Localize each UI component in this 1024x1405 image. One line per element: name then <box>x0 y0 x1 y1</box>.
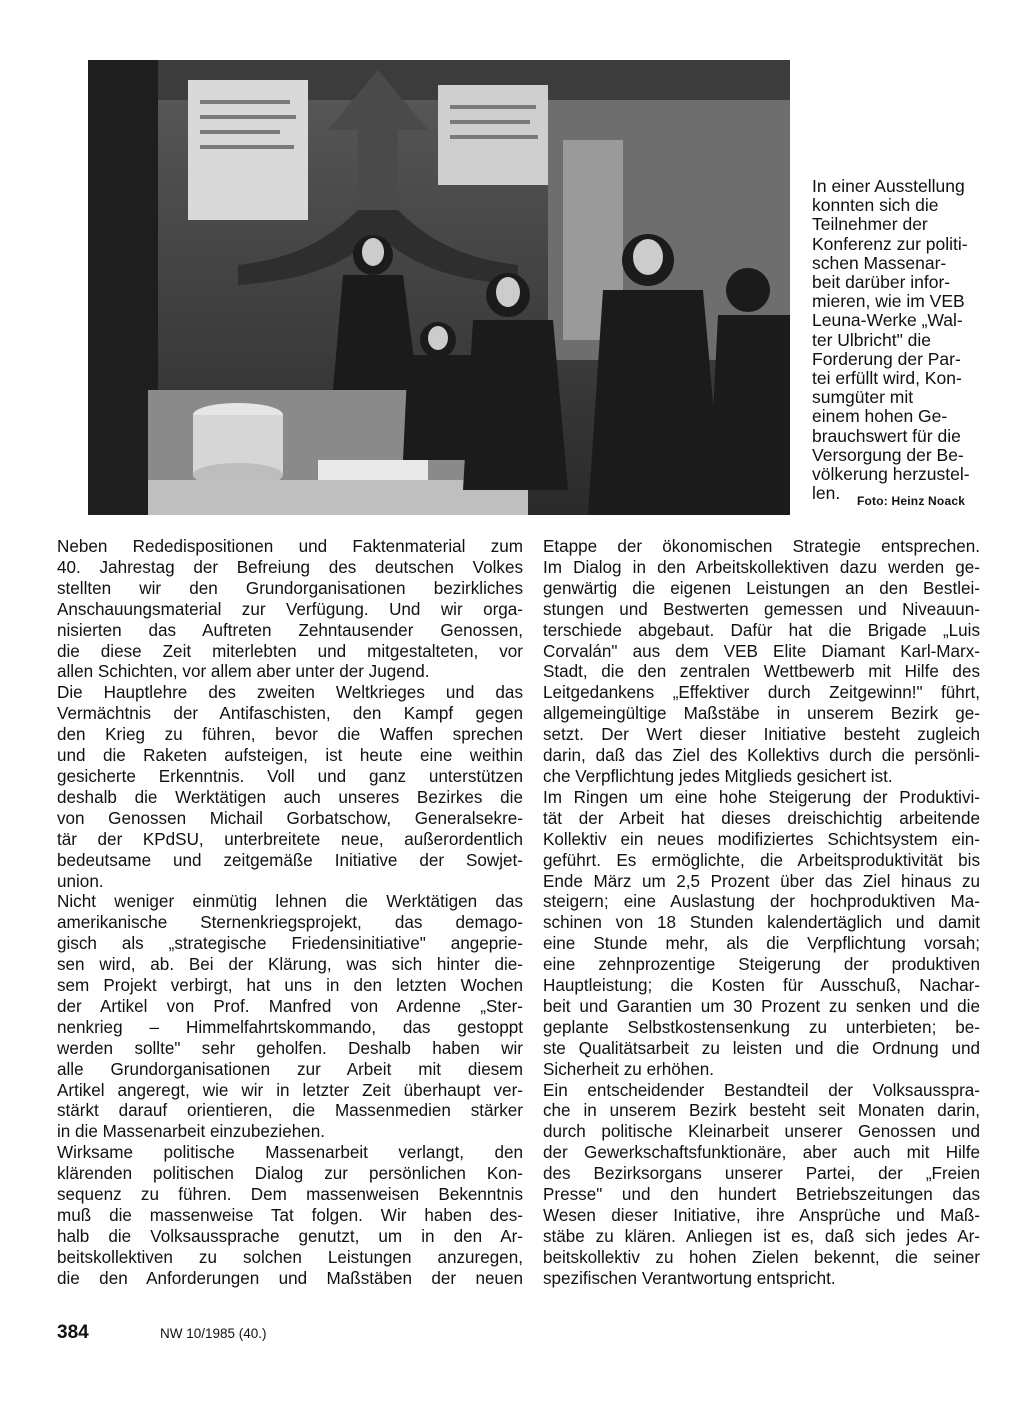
text-line: sequenz zu führen. Dem massenweisen Bekenntnis <box>57 1185 523 1205</box>
text-line: geplante Selbstkostensenkung zu unterbieten; be- <box>543 1017 980 1037</box>
text-line: Anschauungsmaterial zur Verfügung. Und wir orga- <box>57 599 523 619</box>
text-line: Die Hauptlehre des zweiten Weltkrieges und das <box>57 683 523 703</box>
caption-line: sumgüter mit <box>812 387 914 408</box>
text-line: Etappe der ökonomischen Strategie entsprechen. <box>543 537 980 556</box>
text-line: che Verpflichtung jedes Mitglieds gesichert ist. <box>543 766 893 786</box>
text-line: sem Projekt verbirgt, hat uns in den letzten Wochen <box>57 976 523 996</box>
text-line: des Bezirksorgans unserer Partei, der „Freien <box>543 1164 980 1184</box>
text-line: und die Raketen aufsteigen, ist heute eine weithin <box>57 746 523 766</box>
text-line: tär der KPdSU, unterbreitete neue, außerordentlich <box>57 829 523 849</box>
text-line: durch politische Kleinarbeit unserer Genossen und <box>543 1122 980 1142</box>
text-line: in die Massenarbeit einzubeziehen. <box>57 1122 325 1142</box>
text-line: gesicherte Erkenntnis. Voll und ganz unterstützen <box>57 766 523 786</box>
caption-line: In einer Ausstellung <box>812 176 965 196</box>
text-line: Hauptleistung; die Kosten für Ausschuß, Nachar- <box>543 976 980 996</box>
caption-line: tei erfüllt wird, Kon- <box>812 368 962 389</box>
text-line: stellten wir den Grundorganisationen bezirkliches <box>57 578 523 598</box>
caption-line: konnten sich die <box>812 195 939 216</box>
text-line: genwärtig die eigenen Leistungen an den Bestlei- <box>543 578 980 598</box>
caption-line: Konferenz zur politi- <box>812 233 968 254</box>
text-line: steigern; eine Auslastung der hochproduktiven Ma- <box>543 892 980 912</box>
text-line: allen Schichten, vor allem aber unter der Jugend. <box>57 662 430 682</box>
text-line: Ende März um 2,5 Prozent über das Ziel hinaus zu <box>543 871 980 891</box>
text-line: die diese Zeit miterlebten und mitgestalteten, vor <box>57 641 523 661</box>
text-line: ste Qualitätsarbeit zu leisten und die Ordnung und <box>543 1038 980 1058</box>
caption-line: Versorgung der Be- <box>812 444 964 465</box>
text-line: nisierten das Auftreten Zehntausender Genossen, <box>57 620 523 640</box>
text-line: Wirksame politische Massenarbeit verlangt, den <box>57 1143 523 1163</box>
text-line: beitskollektiv zu hohen Zielen bekennt, die seiner <box>543 1247 980 1267</box>
text-line: spezifischen Verantwortung entspricht. <box>543 1268 836 1288</box>
text-line: 40. Jahrestag der Befreiung des deutschen Volkes <box>57 557 523 577</box>
text-line: setzt. Der Wert dieser Initiative besteht zugleich <box>543 725 980 745</box>
text-line: stungen und Bestwerten gemessen und Niveauun- <box>543 599 980 619</box>
text-line: amerikanische Sternenkriegsprojekt, das demago- <box>57 913 523 933</box>
photo-credit: Foto: Heinz Noack <box>857 494 966 508</box>
text-line: deshalb die Werktätigen auch unseres Bezirkes die <box>57 787 523 807</box>
text-line: Sicherheit zu erhöhen. <box>543 1059 715 1079</box>
caption-line: einem hohen Ge- <box>812 406 948 427</box>
text-line: Neben Rededispositionen und Faktenmaterial zum <box>57 537 523 556</box>
caption-line: brauchswert für die <box>812 425 961 446</box>
photo-caption <box>812 177 994 503</box>
caption-line: schen Massenar- <box>812 252 947 273</box>
text-line: muß die massenweise Tat folgen. Wir haben des- <box>57 1206 523 1225</box>
text-line: sen wird, ab. Bei der Klärung, was sich hinter die- <box>57 955 523 975</box>
text-line: eine Stunde mehr, als die Verpflichtung vorsah; <box>543 934 980 954</box>
text-line: union. <box>57 871 104 891</box>
text-line: darin, daß das Ziel des Kollektivs durch die persönli- <box>543 746 980 766</box>
text-line: Stadt, die den zentralen Wettbewerb mit Hilfe des <box>543 662 980 682</box>
issue-reference: NW 10/1985 (40.) <box>160 1326 267 1341</box>
text-line: Artikel angeregt, wie wir in letzter Zeit überhaupt ver- <box>57 1080 523 1100</box>
text-line: Vermächtnis der Antifaschisten, den Kampf gegen <box>57 704 523 724</box>
text-line: die den Anforderungen und Maßstäben der neuen <box>57 1268 523 1288</box>
text-line: che in unserem Bezirk besteht seit Monaten darin, <box>543 1101 980 1121</box>
text-line: geführt. Es ermöglichte, die Arbeitsproduktivität bis <box>543 850 980 870</box>
text-line: stärkt darauf orientieren, die Massenmedien stärker <box>57 1101 523 1121</box>
article-right-column <box>543 537 980 1290</box>
text-line: beit und Garantien um 30 Prozent zu senken und die <box>543 996 980 1016</box>
text-line: Im Ringen um eine hohe Steigerung der Produktivi- <box>543 787 980 807</box>
caption-line: Forderung der Par- <box>812 348 961 369</box>
text-line: allgemeingültige Maßstäbe in unserem Bezirk ge- <box>543 704 980 724</box>
caption-line: Leuna-Werke „Wal- <box>812 310 963 331</box>
caption-line: mieren, wie im VEB <box>812 291 965 312</box>
text-line: werden sollte" sehr geholfen. Deshalb haben wir <box>57 1038 523 1058</box>
text-line: tät der Arbeit hat dieses dreischichtig arbeitende <box>543 808 980 828</box>
caption-line: Teilnehmer der <box>812 214 928 235</box>
caption-line: ter Ulbricht" die <box>812 329 932 350</box>
text-line: eine zehnprozentige Steigerung der produktiven <box>543 955 980 975</box>
text-line: beitskollektiven zu solchen Leistungen anzuregen, <box>57 1247 523 1267</box>
text-line: Presse" und den hundert Betriebszeitungen das <box>543 1185 980 1205</box>
page-number: 384 <box>57 1322 89 1343</box>
text-line: Leitgedankens „Effektiver durch Zeitgewinn!" führt, <box>543 683 980 703</box>
text-line: alle Grundorganisationen zur Arbeit mit diesem <box>57 1059 523 1079</box>
text-line: Wesen dieser Initiative, ihre Ansprüche und Maß- <box>543 1206 980 1225</box>
text-line: terschiede abgebaut. Dafür hat die Brigade „Luis <box>543 620 980 640</box>
text-line: Ein entscheidender Bestandteil der Volksausspra- <box>543 1080 980 1100</box>
caption-line: völkerung herzustel- <box>812 464 970 485</box>
text-line: bedeutsame und zeitgemäße Initiative der Sowjet- <box>57 850 523 870</box>
text-line: gisch als „strategische Friedensinitiative" angeprie- <box>57 934 523 954</box>
caption-line: beit darüber infor- <box>812 272 951 293</box>
text-line: Corvalán" aus dem VEB Elite Diamant Karl-Marx- <box>543 641 980 661</box>
text-line: nenkrieg – Himmelfahrtskommando, das gestoppt <box>57 1017 523 1037</box>
article-left-column <box>57 537 523 1290</box>
text-line: klärenden politischen Dialog zur persönlichen Kon- <box>57 1164 523 1184</box>
text-line: der Artikel von Prof. Manfred von Ardenne „Ster- <box>57 996 523 1016</box>
page-footer <box>57 1322 457 1346</box>
text-line: der Gewerkschaftsfunktionäre, aber auch mit Hilfe <box>543 1143 980 1163</box>
exhibition-photo-graphic <box>88 60 790 515</box>
text-line: Im Dialog in den Arbeitskollektiven dazu werden ge- <box>543 557 980 577</box>
text-line: schinen von 18 Stunden kalendertäglich und damit <box>543 913 980 933</box>
text-line: halb die Volksaussprache genutzt, um in den Ar- <box>57 1226 523 1246</box>
caption-line: len. <box>812 483 841 504</box>
text-line: von Genossen Michail Gorbatschow, Generalsekre- <box>57 808 523 828</box>
text-line: Kollektiv ein neues modifiziertes Schichtsystem ein- <box>543 829 980 849</box>
text-line: Nicht weniger einmütig lehnen die Werktätigen das <box>57 892 523 912</box>
exhibition-photo <box>88 60 790 515</box>
text-line: stäbe zu klären. Anliegen ist es, daß sich jedes Ar- <box>543 1226 980 1246</box>
text-line: den Krieg zu führen, bevor die Waffen sprechen <box>57 725 523 745</box>
